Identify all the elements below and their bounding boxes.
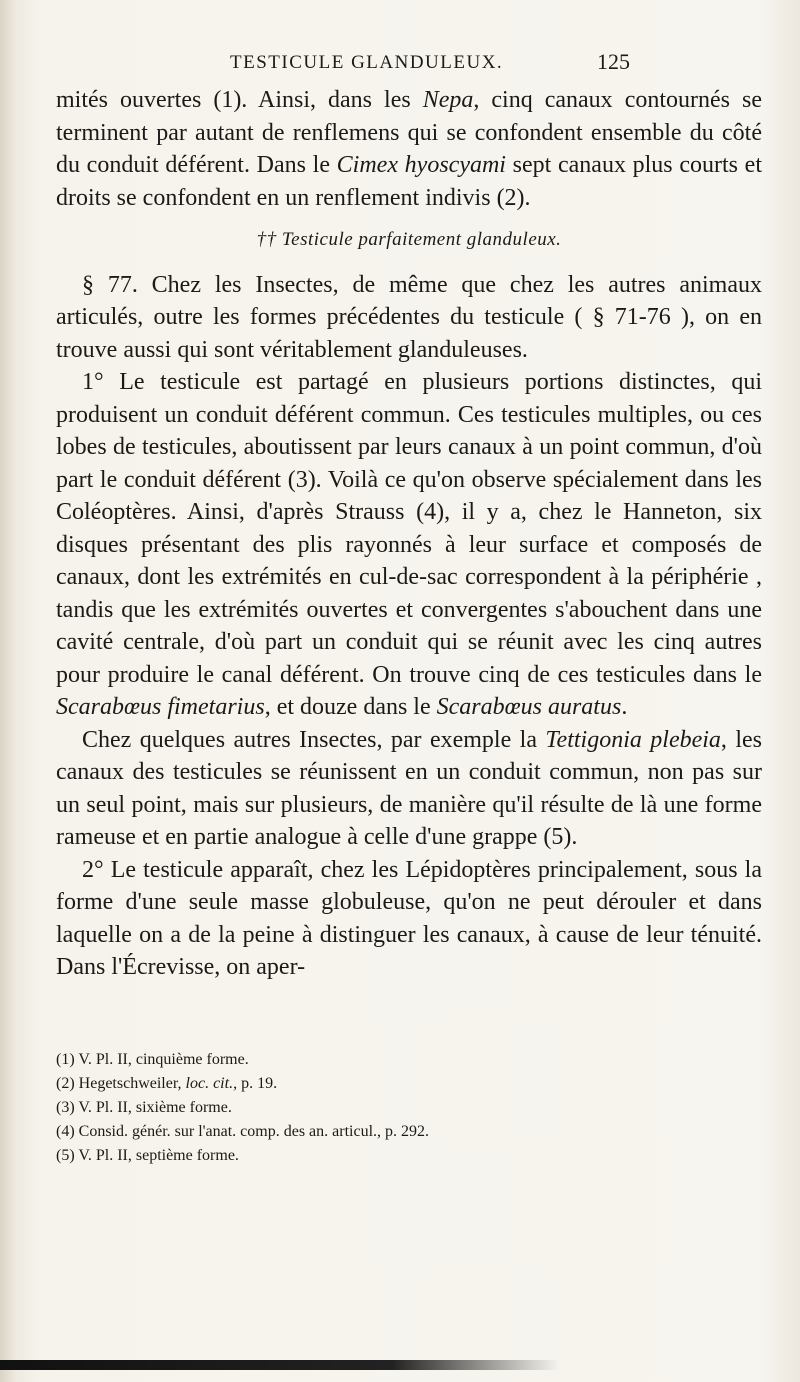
text-run: sept canaux plus courts et droits se confondent en un renflement indivis (2). bbox=[56, 152, 762, 211]
running-title: TESTICULE GLANDULEUX. bbox=[230, 52, 504, 73]
species-name: Scarabœus fimetarius bbox=[56, 694, 265, 720]
paragraph-point-2: 2° Le testicule apparaît, chez les Lépidoptères principalement, sous la forme d'une seule masse globuleuse, qu'on ne peut dérouler et dans laquelle on a de la peine à distinguer les canaux, à cause de leur ténuité. Dans l'Écrevisse, on aper- bbox=[56, 856, 762, 980]
text-run: . bbox=[621, 694, 628, 720]
species-name: Cimex hyoscyami bbox=[336, 152, 506, 178]
page-gutter bbox=[0, 0, 16, 1382]
text-run: 1° Le testicule est partagé en plusieurs portions distinctes, qui produisent un conduit déférent commun. Ces testicules multiples, ou ces lobes de testicules, aboutissent par leurs canaux à un point commun, d'où part le conduit déférent (3). Voilà ce qu'on observe spécialement dans les Coléoptères. Ainsi, d'après Strauss (4), il y a, chez le Hanneton, six disques présentant des plis rayonnés à leur surface et composés de canaux, dont les extrémités en cul-de-sac correspondent à la périphérie , tandis que les extrémités ouvertes et convergentes s'abouchent dans une cavité centrale, d'où part un conduit qui se réunit avec les cinq autres pour produire le canal déférent. On trouve cinq de ces testicules dans le bbox=[56, 369, 762, 688]
text-run: Chez quelques autres Insectes, par exemple la bbox=[82, 726, 546, 753]
paragraph-section-77: § 77. Chez les Insectes, de même que chez les autres animaux articulés, outre les formes précédentes du testicule ( § 71-76 ), on en trouve aussi qui sont véritablement glanduleuses. bbox=[56, 271, 762, 363]
page-number: 125 bbox=[597, 49, 630, 74]
text-run: , les canaux des testicules se réunissent en un conduit commun, non pas sur un seul point, mais sur plusieurs, de manière qu'il résulte de là une forme rameuse et en partie analogue à celle d'une grappe (5). bbox=[56, 726, 762, 850]
citation-abbrev: loc. cit. bbox=[185, 1075, 234, 1092]
paragraph-point-1 bbox=[56, 366, 762, 724]
page-edge-shadow bbox=[0, 1360, 560, 1370]
footnote-1: (1) V. Pl. II, cinquième forme. bbox=[56, 1051, 249, 1068]
body-text bbox=[56, 84, 762, 984]
footnote-4: (4) Consid. génér. sur l'anat. comp. des an. articul., p. 292. bbox=[56, 1123, 430, 1140]
footnotes bbox=[56, 1048, 756, 1168]
text-run: (2) Hegetschweiler, bbox=[56, 1075, 186, 1092]
text-run: , p. 19. bbox=[233, 1075, 278, 1092]
text-run: mités ouvertes (1). Ainsi, dans les bbox=[56, 87, 423, 113]
species-name: Scarabœus auratus bbox=[436, 694, 622, 720]
text-run: , cinq canaux contournés se terminent par autant de renflemens qui se confondent ensemble du côté du conduit déférent. Dans le bbox=[56, 87, 762, 178]
footnote-3: (3) V. Pl. II, sixième forme. bbox=[56, 1099, 232, 1116]
footnote-5: (5) V. Pl. II, septième forme. bbox=[56, 1147, 239, 1164]
species-name: Nepa bbox=[422, 87, 474, 113]
text-run: , et douze dans le bbox=[264, 694, 437, 720]
running-header bbox=[230, 49, 630, 74]
footnote-2 bbox=[56, 1072, 756, 1096]
section-subheading: †† Testicule parfaitement glanduleux. bbox=[256, 229, 562, 250]
paragraph-tettigonia bbox=[56, 724, 762, 854]
paragraph-continuation bbox=[56, 84, 762, 214]
species-name: Tettigonia plebeia bbox=[545, 726, 721, 753]
